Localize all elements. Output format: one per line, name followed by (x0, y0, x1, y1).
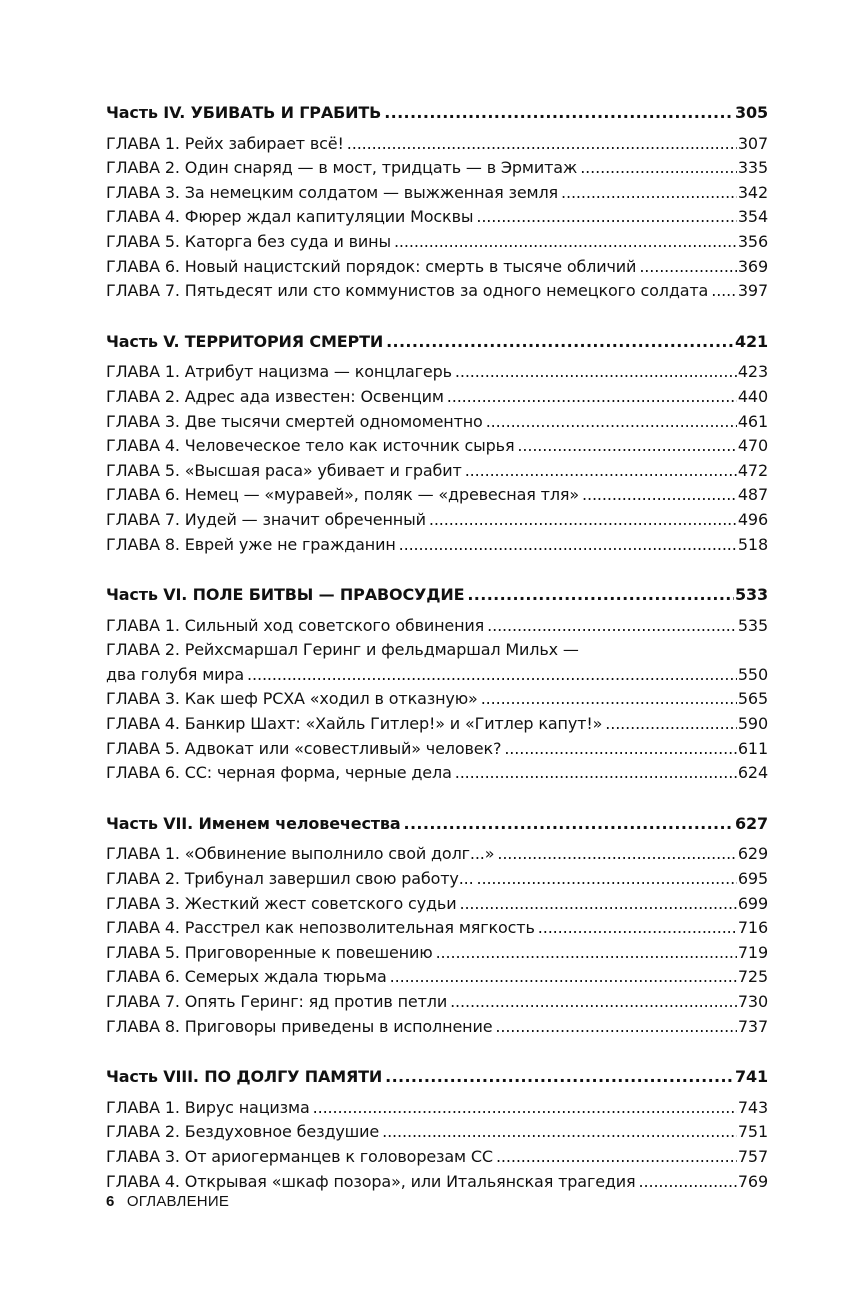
dot-leader (382, 1120, 737, 1145)
chapter-entry-title: ГЛАВА 3. От ариогерманцев к головорезам СС (106, 1146, 493, 1166)
chapter-entry-title: ГЛАВА 5. Адвокат или «совестливый» человек? (106, 738, 502, 758)
chapter-entry-page: 335 (737, 158, 768, 178)
chapter-entry-page: 719 (737, 942, 768, 962)
part-heading-title: Часть VII. Именем человечества (106, 813, 401, 833)
chapter-entry (106, 1120, 768, 1145)
dot-leader (436, 941, 737, 966)
chapter-entry-page: 354 (737, 207, 768, 227)
chapter-entry-title: ГЛАВА 6. СС: черная форма, черные дела (106, 763, 452, 783)
chapter-entry-title: ГЛАВА 3. Как шеф РСХА «ходил в отказную» (106, 689, 478, 709)
chapter-entry-title: ГЛАВА 4. Открывая «шкаф позора», или Итальянская трагедия (106, 1171, 636, 1191)
chapter-entry-title: ГЛАВА 5. Приговоренные к повешению (106, 942, 433, 962)
dot-leader (347, 132, 737, 157)
chapter-entry (106, 892, 768, 917)
chapter-entry-page: 440 (737, 386, 768, 406)
dot-leader (497, 842, 737, 867)
chapter-entry-page: 470 (737, 436, 768, 456)
chapter-entry-title: ГЛАВА 2. Трибунал завершил свою работу... (106, 869, 474, 889)
chapter-entry-title: ГЛАВА 1. Атрибут нацизма — концлагерь (106, 362, 452, 382)
chapter-entry (106, 360, 768, 385)
part-heading-page: 741 (735, 1067, 768, 1087)
dot-leader (561, 181, 737, 206)
dot-leader (385, 1065, 734, 1090)
chapter-entry-page: 369 (737, 256, 768, 276)
chapter-entry (106, 1015, 768, 1040)
chapter-entry-title: ГЛАВА 1. Вирус нацизма (106, 1097, 310, 1117)
dot-leader (538, 916, 737, 941)
chapter-entry (106, 483, 768, 508)
chapter-entry-page: 496 (737, 509, 768, 529)
dot-leader (450, 990, 737, 1015)
toc-part (106, 583, 768, 786)
chapter-entry (106, 614, 768, 639)
chapter-entry-page: 342 (737, 182, 768, 202)
chapter-entry-title: ГЛАВА 7. Опять Геринг: яд против петли (106, 992, 448, 1011)
part-heading-title: Часть VI. ПОЛЕ БИТВЫ — ПРАВОСУДИЕ (106, 585, 465, 605)
dot-leader (429, 508, 737, 533)
chapter-entry (106, 965, 768, 990)
chapter-entry (106, 867, 768, 892)
part-heading (106, 1065, 768, 1090)
chapter-entry-title: ГЛАВА 4. Фюрер ждал капитуляции Москвы (106, 207, 474, 227)
chapter-entry (106, 1170, 768, 1195)
dot-leader (455, 360, 737, 385)
dot-leader (404, 812, 735, 837)
page-number: 6 (106, 1193, 115, 1210)
dot-leader (487, 614, 737, 639)
part-heading-title: Часть IV. УБИВАТЬ И ГРАБИТЬ (106, 103, 382, 122)
part-heading-title: Часть V. ТЕРРИТОРИЯ СМЕРТИ (106, 331, 384, 351)
part-heading-title: Часть VIII. ПО ДОЛГУ ПАМЯТИ (106, 1067, 383, 1087)
chapter-entry-page: 550 (737, 664, 768, 684)
chapter-title-first-line: ГЛАВА 2. Рейхсмаршал Геринг и фельдмаршал Мильх — (106, 640, 579, 660)
chapter-entry-page: 472 (737, 460, 768, 480)
dot-leader (481, 687, 737, 712)
chapter-entry (106, 941, 768, 966)
dot-leader (639, 1170, 737, 1195)
part-heading-page: 421 (735, 331, 768, 351)
chapter-entry (106, 230, 768, 255)
chapter-entry (106, 385, 768, 410)
chapter-entry (106, 255, 768, 280)
part-heading (106, 812, 768, 837)
toc-part (106, 812, 768, 1039)
chapter-entry-page: 695 (737, 869, 768, 889)
chapter-entry-page: 743 (737, 1097, 768, 1117)
chapter-entry-page: 397 (737, 281, 768, 301)
dot-leader (477, 867, 737, 892)
chapter-entry-title: ГЛАВА 1. Сильный ход советского обвинения (106, 615, 485, 635)
chapter-entry-page: 611 (737, 738, 768, 758)
dot-leader (459, 892, 736, 917)
chapter-entry-page: 716 (737, 918, 768, 938)
chapter-entry (106, 1096, 768, 1121)
chapter-entry-title: ГЛАВА 2. Один снаряд — в мост, тридцать — в Эрмитаж (106, 158, 578, 178)
dot-leader (605, 712, 737, 737)
dot-leader (495, 1015, 737, 1040)
chapter-entry (106, 663, 768, 688)
chapter-entry-page: 423 (737, 362, 768, 382)
dot-leader (313, 1096, 737, 1121)
chapter-entry-page: 535 (737, 615, 768, 635)
dot-leader (394, 230, 737, 255)
chapter-entry (106, 181, 768, 206)
chapter-entry-page: 757 (737, 1146, 768, 1166)
chapter-entry (106, 761, 768, 786)
chapter-entry-page: 356 (737, 231, 768, 251)
dot-leader (447, 385, 737, 410)
chapter-entry-page: 730 (737, 992, 768, 1011)
part-heading (106, 101, 768, 126)
part-heading-page: 533 (735, 585, 768, 605)
chapter-entry (106, 737, 768, 762)
chapter-entry-title: ГЛАВА 8. Приговоры приведены в исполнение (106, 1016, 493, 1036)
toc-part (106, 330, 768, 557)
chapter-entry (106, 205, 768, 230)
chapter-entry (106, 156, 768, 181)
dot-leader (496, 1145, 737, 1170)
chapter-entry-title: ГЛАВА 4. Банкир Шахт: «Хайль Гитлер!» и «Гитлер капут!» (106, 714, 603, 734)
dot-leader (580, 156, 737, 181)
chapter-entry (106, 508, 768, 533)
chapter-entry-title: ГЛАВА 8. Еврей уже не гражданин (106, 534, 396, 554)
part-heading-page: 627 (735, 813, 768, 833)
chapter-entry-title: ГЛАВА 5. «Высшая раса» убивает и грабит (106, 460, 462, 480)
chapter-entry (106, 279, 768, 304)
part-heading-page: 305 (735, 103, 768, 122)
dot-leader (455, 761, 737, 786)
chapter-entry-title: ГЛАВА 1. «Обвинение выполнило свой долг...» (106, 844, 495, 864)
chapter-entry (106, 410, 768, 435)
dot-leader (467, 583, 734, 608)
chapter-entry-page: 769 (737, 1171, 768, 1191)
chapter-entry-title: ГЛАВА 3. Две тысячи смертей одномоментно (106, 411, 483, 431)
chapter-entry (106, 842, 768, 867)
toc-part (106, 101, 768, 304)
chapter-entry-page: 751 (737, 1122, 768, 1142)
chapter-entry-title: ГЛАВА 2. Бездуховное бездушие (106, 1122, 380, 1142)
dot-leader (465, 459, 737, 484)
dot-leader (384, 101, 734, 126)
chapter-entry-title: ГЛАВА 5. Каторга без суда и вины (106, 231, 391, 251)
chapter-entry (106, 916, 768, 941)
chapter-entry-title: ГЛАВА 6. Немец — «муравей», поляк — «древесная тля» (106, 485, 580, 505)
chapter-entry-title: два голубя мира (106, 664, 245, 684)
dot-leader (504, 737, 737, 762)
chapter-entry-page: 565 (737, 689, 768, 709)
part-heading (106, 330, 768, 355)
chapter-entry-page: 461 (737, 411, 768, 431)
chapter-entry (106, 434, 768, 459)
running-header: ОГЛАВЛЕНИЕ (126, 1193, 230, 1210)
chapter-entry (106, 1145, 768, 1170)
dot-leader (639, 255, 737, 280)
chapter-entry (106, 990, 768, 1015)
chapter-entry (106, 712, 768, 737)
chapter-entry-page: 487 (737, 485, 768, 505)
chapter-entry-page: 518 (737, 534, 768, 554)
chapter-entry-title: ГЛАВА 6. Новый нацистский порядок: смерть в тысяче обличий (106, 256, 637, 276)
chapter-entry-title: ГЛАВА 3. За немецким солдатом — выжженная земля (106, 182, 558, 202)
toc-part (106, 1065, 768, 1194)
dot-leader (399, 533, 737, 558)
dot-leader (711, 279, 737, 304)
chapter-entry-title: ГЛАВА 4. Расстрел как непозволительная мягкость (106, 918, 535, 938)
chapter-entry-page: 629 (737, 844, 768, 864)
chapter-entry-title: ГЛАВА 7. Пятьдесят или сто коммунистов за одного немецкого солдата (106, 281, 709, 301)
chapter-entry-page: 699 (737, 893, 768, 913)
dot-leader (486, 410, 737, 435)
chapter-entry-title: ГЛАВА 6. Семерых ждала тюрьма (106, 967, 387, 987)
dot-leader (517, 434, 736, 459)
chapter-entry-title: ГЛАВА 1. Рейх забирает всё! (106, 133, 344, 153)
dot-leader (582, 483, 737, 508)
chapter-entry-page: 725 (737, 967, 768, 987)
chapter-entry-title: ГЛАВА 2. Адрес ада известен: Освенцим (106, 386, 444, 406)
chapter-entry (106, 533, 768, 558)
chapter-entry-page: 590 (737, 714, 768, 734)
chapter-entry-page: 737 (737, 1016, 768, 1036)
page-footer (106, 1193, 229, 1210)
dot-leader (476, 205, 737, 230)
dot-leader (386, 330, 734, 355)
chapter-entry-title: ГЛАВА 3. Жесткий жест советского судьи (106, 893, 457, 913)
dot-leader (390, 965, 737, 990)
table-of-contents (106, 101, 768, 1220)
chapter-entry (106, 459, 768, 484)
dot-leader (247, 663, 737, 688)
chapter-entry-page: 307 (737, 133, 768, 153)
part-heading (106, 583, 768, 608)
chapter-entry-page: 624 (737, 763, 768, 783)
chapter-entry (106, 132, 768, 157)
chapter-entry-title: ГЛАВА 4. Человеческое тело как источник сырья (106, 436, 515, 456)
chapter-entry (106, 687, 768, 712)
chapter-entry-title: ГЛАВА 7. Иудей — значит обреченный (106, 509, 426, 529)
